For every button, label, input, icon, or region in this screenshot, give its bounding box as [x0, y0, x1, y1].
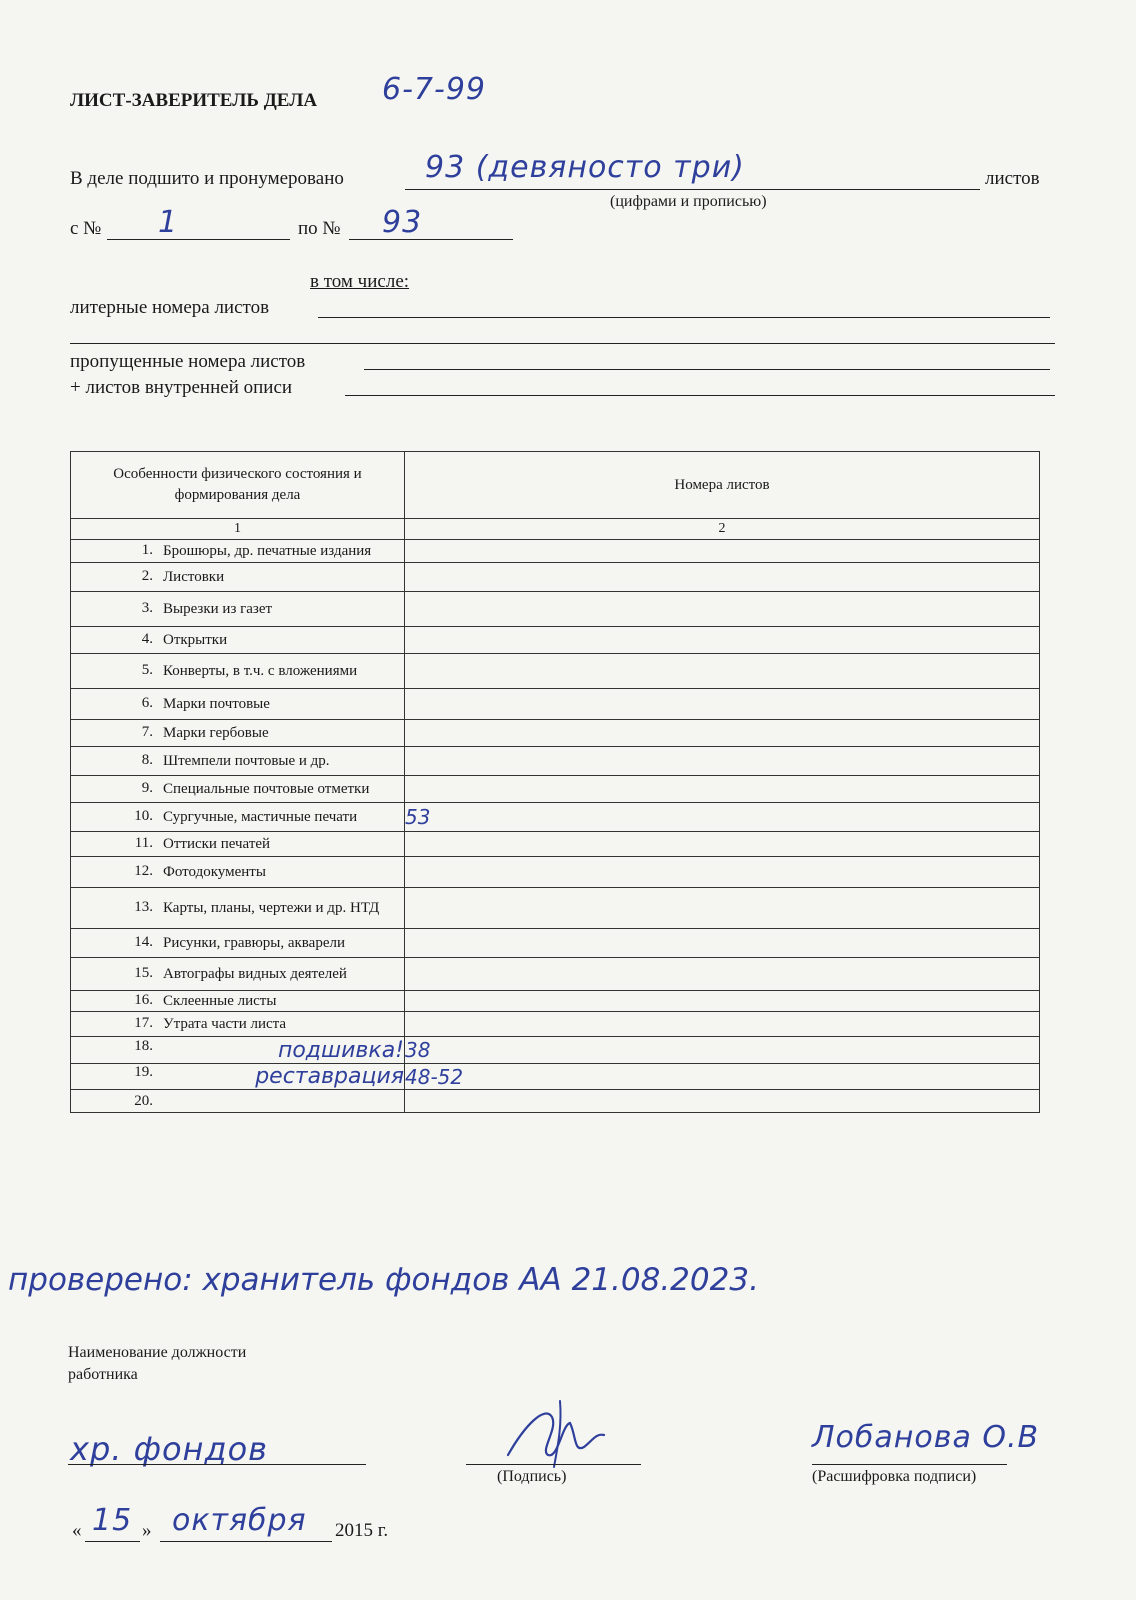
row-number: 2.: [141, 568, 153, 584]
decoding-label: (Расшифровка подписи): [812, 1468, 977, 1485]
row-label: Сургучные, мастичные печати: [163, 809, 358, 825]
signature-image: [500, 1395, 620, 1470]
col1-header: Особенности физического состояния и формирования дела: [71, 452, 405, 519]
table-row: [71, 654, 1040, 689]
from-label: с №: [70, 218, 102, 239]
table-row: [71, 1037, 1040, 1064]
row-sheet-numbers: 53: [405, 803, 1040, 832]
row-feature-cell: [71, 1090, 405, 1113]
row-number: 16.: [134, 992, 153, 1008]
row-sheet-numbers: [405, 1090, 1040, 1113]
row-sheet-numbers: [405, 958, 1040, 991]
row-feature-cell: [71, 747, 405, 776]
row-label: Утрата части листа: [163, 1016, 287, 1032]
document-title: ЛИСТ-ЗАВЕРИТЕЛЬ ДЕЛА: [70, 90, 318, 111]
table-row: [71, 888, 1040, 929]
signature-underline: [466, 1464, 641, 1465]
sewn-label: В деле подшито и пронумеровано: [70, 168, 344, 189]
row-label: Фотодокументы: [163, 864, 266, 880]
position-value: хр. фондов: [70, 1430, 269, 1468]
row-feature-cell: [71, 592, 405, 627]
date-day: 15: [92, 1503, 133, 1538]
date-year: 2015 г.: [335, 1520, 389, 1541]
to-underline: [349, 239, 513, 240]
date-open-quote: «: [72, 1520, 82, 1541]
row-feature-cell: [71, 832, 405, 857]
row-number: 19.: [134, 1064, 153, 1080]
row-feature-cell: [71, 563, 405, 592]
row-feature-cell: [71, 627, 405, 654]
date-close-quote: »: [142, 1520, 152, 1541]
row-label: Открытки: [163, 632, 228, 648]
letter-numbers-label: литерные номера листов: [70, 297, 270, 318]
table-row: [71, 991, 1040, 1012]
date-day-underline: [85, 1541, 140, 1542]
row-feature-cell: [71, 958, 405, 991]
to-label: по №: [298, 218, 341, 239]
row-sheet-numbers: [405, 540, 1040, 563]
row-number: 13.: [134, 899, 153, 915]
row-sheet-numbers: 38: [405, 1037, 1040, 1064]
row-sheet-numbers: [405, 689, 1040, 720]
table-row: [71, 929, 1040, 958]
row-feature-cell: [71, 689, 405, 720]
extra-underline: [70, 343, 1055, 344]
row-sheet-numbers: [405, 991, 1040, 1012]
row-label: Штемпели почтовые и др.: [163, 753, 330, 769]
row-feature-cell: [71, 654, 405, 689]
missing-numbers-underline: [364, 369, 1050, 370]
row-number: 6.: [141, 695, 153, 711]
row-sheet-numbers: [405, 563, 1040, 592]
position-underline: [68, 1464, 366, 1465]
date-month: октября: [172, 1503, 307, 1538]
case-number: 6-7-99: [382, 72, 486, 107]
row-feature-cell: [71, 1012, 405, 1037]
letter-numbers-underline: [318, 317, 1050, 318]
row-sheet-numbers: [405, 747, 1040, 776]
row-number: 17.: [134, 1015, 153, 1031]
row-number: 7.: [141, 724, 153, 740]
row-feature-cell: [71, 929, 405, 958]
row-sheet-numbers: 48-52: [405, 1064, 1040, 1090]
row-feature-cell: [71, 776, 405, 803]
row-feature-cell: [71, 1064, 405, 1090]
from-value: 1: [158, 205, 179, 240]
row-label: Специальные почтовые отметки: [163, 781, 370, 797]
inner-inventory-label: + листов внутренней описи: [70, 377, 293, 398]
row-number: 18.: [134, 1037, 153, 1054]
row-number: 11.: [134, 835, 153, 851]
row-sheet-numbers: [405, 929, 1040, 958]
inner-inventory-underline: [345, 395, 1055, 396]
table-row: [71, 689, 1040, 720]
sewn-underline: [405, 189, 980, 190]
row-sheet-numbers: [405, 1012, 1040, 1037]
row-label: Вырезки из газет: [163, 601, 273, 617]
row-sheet-numbers: [405, 627, 1040, 654]
table-row: [71, 592, 1040, 627]
row-sheet-numbers: [405, 654, 1040, 689]
row-label: Конверты, в т.ч. с вложениями: [163, 663, 358, 679]
row-label: Карты, планы, чертежи и др. НТД: [163, 900, 380, 916]
row-label: Рисунки, гравюры, акварели: [163, 935, 346, 951]
row-number: 1.: [141, 542, 153, 558]
col1-number: 1: [71, 519, 405, 540]
row-feature-cell: [71, 888, 405, 929]
row-number: 15.: [134, 965, 153, 981]
table-row: [71, 563, 1040, 592]
row-number: 5.: [141, 662, 153, 678]
table-row: [71, 1012, 1040, 1037]
col2-header: Номера листов: [405, 452, 1040, 519]
row-feature-cell: [71, 720, 405, 747]
signature-label: (Подпись): [497, 1468, 567, 1485]
table-row: [71, 857, 1040, 888]
decoding-value: Лобанова О.В: [812, 1420, 1040, 1455]
to-value: 93: [382, 205, 423, 240]
row-number: 14.: [134, 934, 153, 950]
row-sheet-numbers: [405, 592, 1040, 627]
table-row: [71, 1064, 1040, 1090]
table-row: [71, 832, 1040, 857]
row-handwritten-label: реставрация: [255, 1064, 404, 1089]
row-handwritten-label: подшивка!: [277, 1037, 404, 1063]
physical-state-table: [70, 451, 1040, 1113]
table-row: [71, 627, 1040, 654]
col2-number: 2: [405, 519, 1040, 540]
table-row: [71, 958, 1040, 991]
row-label: Марки гербовые: [163, 725, 269, 741]
row-number: 8.: [141, 752, 153, 768]
row-sheet-numbers: [405, 857, 1040, 888]
row-label: Брошюры, др. печатные издания: [163, 543, 372, 559]
row-feature-cell: [71, 991, 405, 1012]
checked-note: проверено: хранитель фондов АА 21.08.2023.: [8, 1262, 759, 1298]
row-sheet-numbers: [405, 832, 1040, 857]
row-feature-cell: [71, 540, 405, 563]
date-month-underline: [160, 1541, 332, 1542]
row-label: Марки почтовые: [163, 696, 270, 712]
table-row: [71, 1090, 1040, 1113]
table-row: [71, 776, 1040, 803]
row-label: Листовки: [163, 569, 225, 585]
row-number: 20.: [134, 1092, 153, 1109]
row-number: 10.: [134, 808, 153, 824]
table-row: [71, 720, 1040, 747]
table-row: [71, 803, 1040, 832]
row-number: 3.: [141, 600, 153, 616]
row-feature-cell: [71, 857, 405, 888]
row-sheet-numbers: [405, 776, 1040, 803]
decoding-underline: [812, 1464, 1007, 1465]
sewn-value: 93 (девяносто три): [425, 150, 745, 185]
row-number: 9.: [141, 780, 153, 796]
missing-numbers-label: пропущенные номера листов: [70, 351, 306, 372]
row-sheet-numbers: [405, 720, 1040, 747]
sewn-suffix: листов: [985, 168, 1040, 189]
from-underline: [107, 239, 290, 240]
row-number: 4.: [141, 631, 153, 647]
row-feature-cell: [71, 1037, 405, 1064]
row-label: Склеенные листы: [163, 993, 277, 1009]
row-sheet-numbers: [405, 888, 1040, 929]
position-label: Наименование должности работника: [68, 1344, 247, 1383]
row-label: Оттиски печатей: [163, 836, 271, 852]
row-number: 12.: [134, 863, 153, 879]
including-heading: в том числе:: [310, 271, 410, 292]
sewn-hint: (цифрами и прописью): [610, 193, 767, 210]
table-row: [71, 540, 1040, 563]
row-feature-cell: [71, 803, 405, 832]
row-label: Автографы видных деятелей: [163, 966, 347, 982]
table-row: [71, 747, 1040, 776]
